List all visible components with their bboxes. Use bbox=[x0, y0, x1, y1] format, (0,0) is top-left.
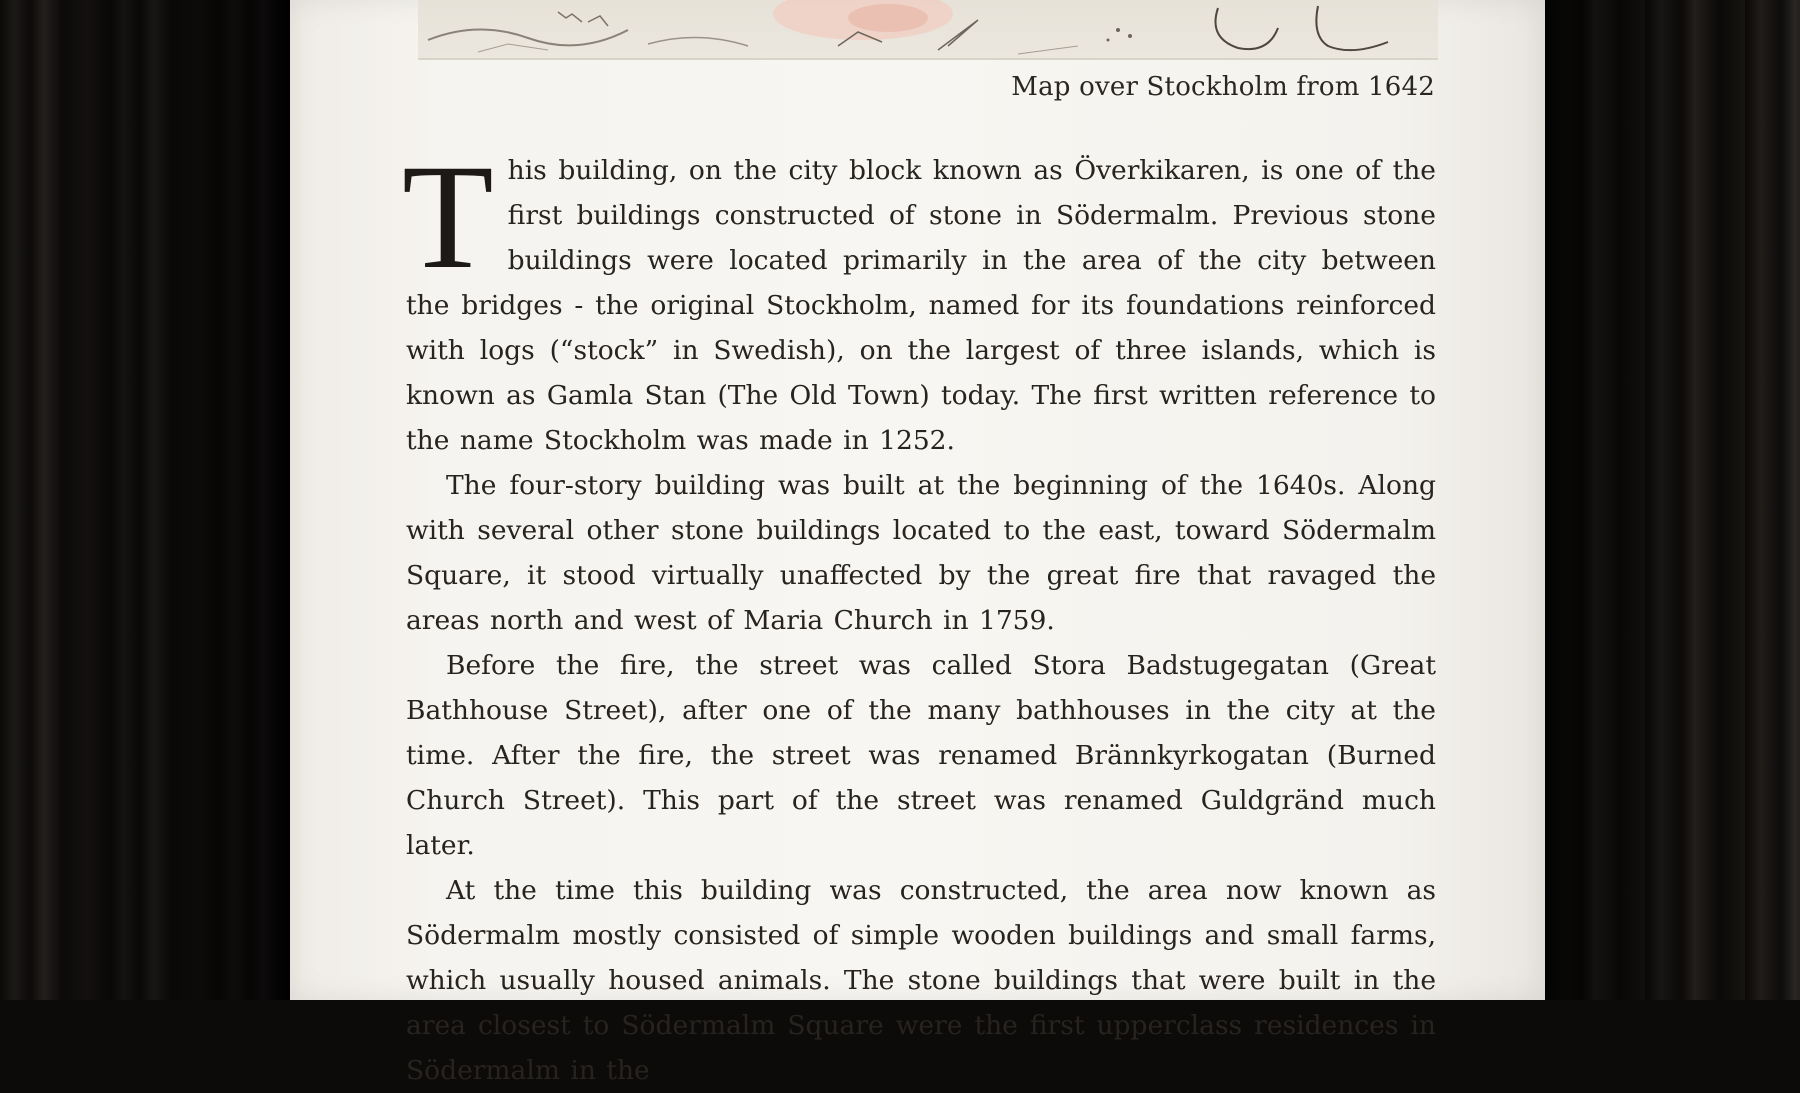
information-sign bbox=[290, 0, 1545, 1086]
paragraph-1 bbox=[402, 134, 1436, 463]
left-wooden-post bbox=[0, 0, 290, 1000]
paragraph-3: Before the fire, the street was called Stora Badstugegatan (Great Bathhouse Street), after one of the many bathhouses in the city at the time. After the fire, the street was renamed Brännkyrkogatan (Burned Church Street). This part of the street was renamed Guldgränd much later. bbox=[406, 650, 1436, 861]
drop-cap-letter: T bbox=[402, 134, 494, 300]
paragraph-1-text: his building, on the city block known as Överkikaren, is one of the first buildings constructed of stone in Södermalm. Previous stone buildings were located primarily in the area of the city between the bridges - the original Stockholm, named for its foundations reinforced with logs (“stock” in Swedish), on the largest of three islands, which is known as Gamla Stan (The Old Town) today. The first written reference to the name Stockholm was made in 1252. bbox=[406, 155, 1436, 456]
right-wooden-post bbox=[1545, 0, 1800, 1000]
historic-map-image bbox=[418, 0, 1438, 60]
paragraph-2: The four-story building was built at the beginning of the 1640s. Along with several other stone buildings located to the east, toward Södermalm Square, it stood virtually unaffected by the great fire that ravaged the areas north and west of Maria Church in 1759. bbox=[406, 470, 1436, 636]
paragraph-4: At the time this building was constructed, the area now known as Södermalm mostly consisted of simple wooden buildings and small farms, which usually housed animals. The stone buildings that were built in the area closest to Södermalm Square were the first upperclass residences in Södermalm in the bbox=[406, 875, 1436, 1086]
sign-body-text bbox=[402, 134, 1436, 1093]
map-caption: Map over Stockholm from 1642 bbox=[1011, 72, 1435, 102]
